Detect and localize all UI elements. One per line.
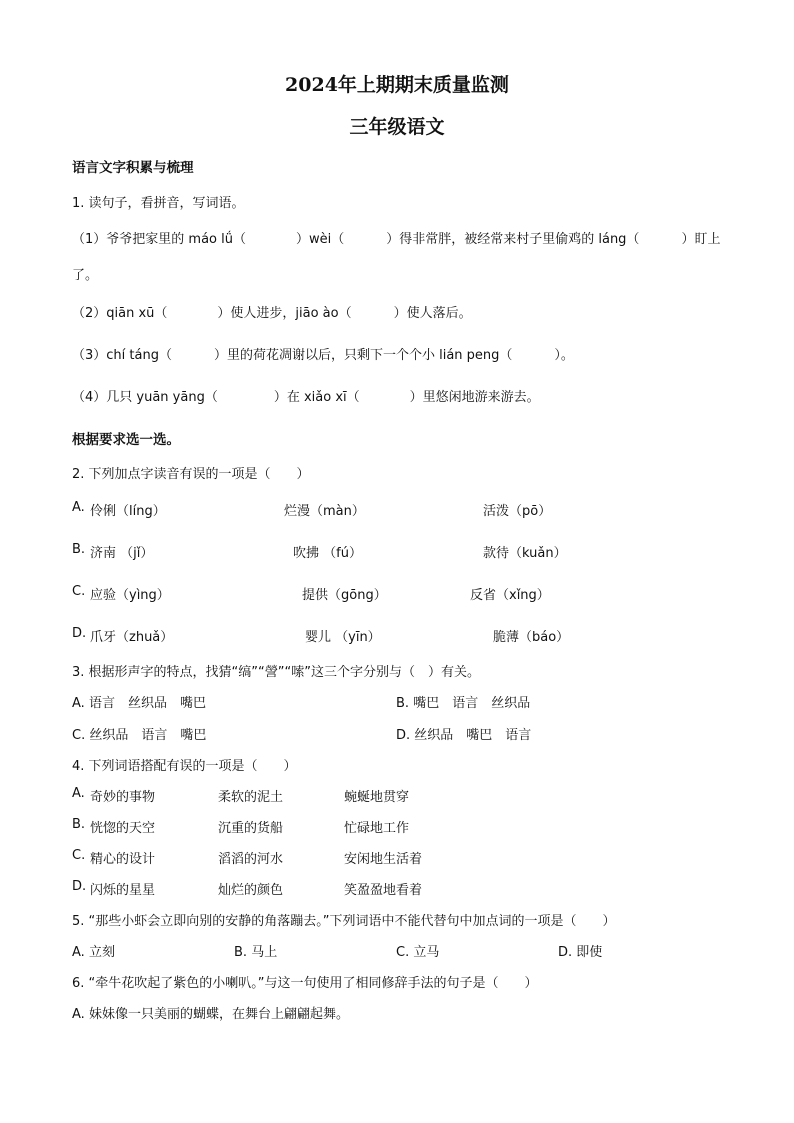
question-5-option-b[interactable]: B. 马上 <box>234 945 278 960</box>
question-4-option-a-word-2: 柔软的泥土 <box>218 790 284 805</box>
question-2-option-a-word-3: 活泼（pō） <box>483 504 552 519</box>
question-4-option-d-word-2: 灿烂的颜色 <box>218 883 284 898</box>
question-4-option-c-word-1: 精心的设计 <box>90 852 156 867</box>
question-4-option-b-word-1: 恍惚的天空 <box>90 821 156 836</box>
question-2-option-a-word-2: 烂漫（màn） <box>284 504 365 519</box>
question-1-sentence-3: （3）chí táng（ ）里的荷花凋谢以后，只剩下一个个小 lián peng（ ）。 <box>72 348 574 363</box>
question-3-option-a[interactable]: A. 语言 丝织品 嘴巴 <box>72 696 206 711</box>
question-2-option-a-word-1: 伶俐（líng） <box>90 504 166 519</box>
section-heading-2: 根据要求选一选。 <box>72 432 180 448</box>
question-2-option-c-word-3: 反省（xǐng） <box>470 588 550 603</box>
question-4-option-d-word-3: 笑盈盈地看着 <box>344 883 423 898</box>
question-4-option-c-word-2: 滔滔的河水 <box>218 852 284 867</box>
question-2-option-a-label[interactable]: A. <box>72 500 85 515</box>
question-4-option-a-word-1: 奇妙的事物 <box>90 790 156 805</box>
question-2-option-c-word-2: 提供（gōng） <box>302 588 387 603</box>
question-4-option-d-word-1: 闪烁的星星 <box>90 883 156 898</box>
question-4-option-c-label[interactable]: C. <box>72 848 86 863</box>
question-4-stem: 4. 下列词语搭配有误的一项是（ ） <box>72 759 297 774</box>
question-2-option-d-label[interactable]: D. <box>72 626 87 641</box>
question-5-stem: 5. “那些小虾会立即向别的安静的角落蹦去。”下列词语中不能代替句中加点词的一项是（ ） <box>72 914 616 929</box>
question-2-option-b-word-2: 吹拂 （fú） <box>293 546 362 561</box>
question-1-sentence-2: （2）qiān xū（ ）使人进步，jiāo ào（ ）使人落后。 <box>72 306 472 321</box>
question-2-option-b-word-1: 济南 （jǐ） <box>90 546 154 561</box>
question-2-option-c-word-1: 应验（yìng） <box>90 588 170 603</box>
question-4-option-a-label[interactable]: A. <box>72 786 85 801</box>
question-1-sentence-1: （1）爷爷把家里的 máo lǘ（ ）wèi（ ）得非常胖，被经常来村子里偷鸡的 láng（ ）盯上了。 <box>72 232 721 283</box>
question-5-option-d[interactable]: D. 即使 <box>558 945 603 960</box>
question-4-option-b-label[interactable]: B. <box>72 817 86 832</box>
question-4-option-c-word-3: 安闲地生活着 <box>344 852 423 867</box>
question-2-option-c-label[interactable]: C. <box>72 584 86 599</box>
question-3-stem: 3. 根据形声字的特点，找猜“缟”“謍”“嗦”这三个字分别与（ ）有关。 <box>72 665 480 680</box>
question-6-stem: 6. “牵牛花吹起了紫色的小喇叭。”与这一句使用了相同修辞手法的句子是（ ） <box>72 976 538 991</box>
question-2-option-b-label[interactable]: B. <box>72 542 86 557</box>
question-2-option-b-word-3: 款待（kuǎn） <box>483 546 567 561</box>
page-subtitle: 三年级语文 <box>349 116 445 138</box>
page-title: 2024年上期期末质量监测 <box>285 74 509 96</box>
section-heading-1: 语言文字积累与梳理 <box>72 160 194 176</box>
question-4-option-d-label[interactable]: D. <box>72 879 87 894</box>
question-2-option-d-word-1: 爪牙（zhuǎ） <box>90 630 174 645</box>
question-4-option-b-word-3: 忙碌地工作 <box>344 821 410 836</box>
question-2-option-d-word-2: 婴儿 （yīn） <box>305 630 381 645</box>
question-4-option-b-word-2: 沉重的货船 <box>218 821 284 836</box>
question-3-option-d[interactable]: D. 丝织品 嘴巴 语言 <box>396 728 532 743</box>
question-1-sentence-4: （4）几只 yuān yāng（ ）在 xiǎo xī（ ）里悠闲地游来游去。 <box>72 390 540 405</box>
question-3-option-c[interactable]: C. 丝织品 语言 嘴巴 <box>72 728 207 743</box>
question-5-option-c[interactable]: C. 立马 <box>396 945 440 960</box>
question-2-option-d-word-3: 脆薄（báo） <box>493 630 570 645</box>
question-3-option-b[interactable]: B. 嘴巴 语言 丝织品 <box>396 696 531 711</box>
question-6-option-a[interactable]: A. 妹妹像一只美丽的蝴蝶，在舞台上翩翩起舞。 <box>72 1007 349 1022</box>
question-5-option-a[interactable]: A. 立刻 <box>72 945 115 960</box>
question-2-stem: 2. 下列加点字读音有误的一项是（ ） <box>72 467 310 482</box>
question-1-stem: 1. 读句子，看拼音，写词语。 <box>72 196 245 211</box>
question-4-option-a-word-3: 蜿蜒地贯穿 <box>344 790 410 805</box>
